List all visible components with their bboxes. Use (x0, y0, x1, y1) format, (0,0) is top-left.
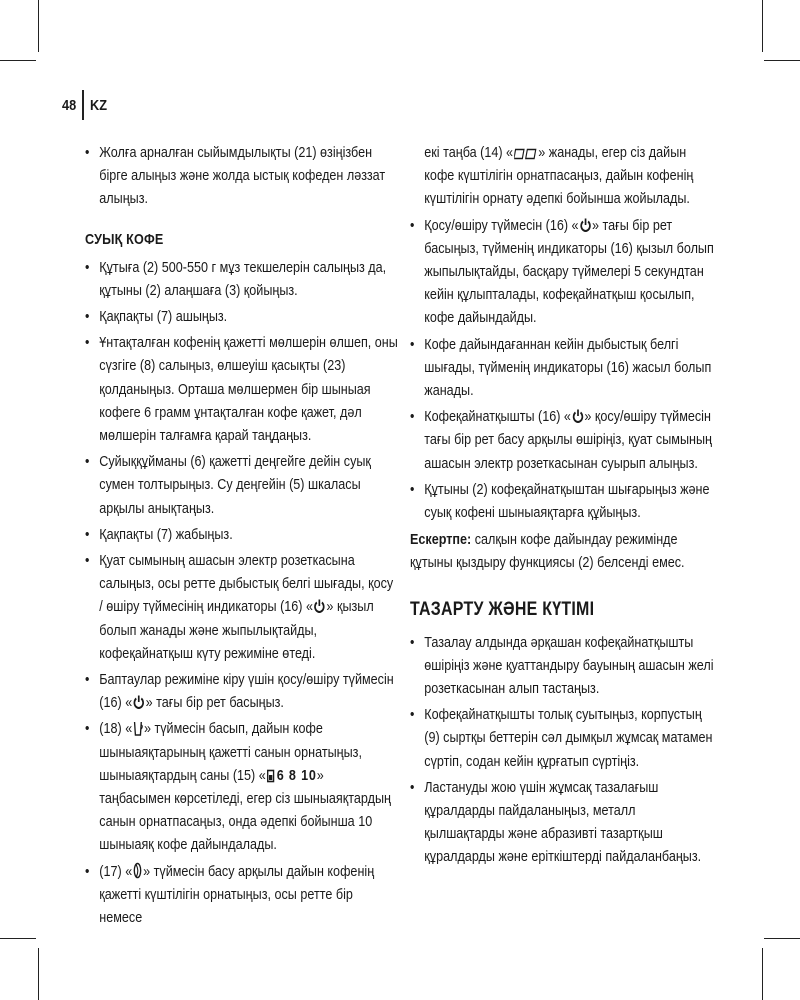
list-item: • Жолға арналған сыйымдылықты (21) өзіңізбен бірге алыңыз және жолда ыстық кофеден ләззат алыңыз. (85, 141, 398, 211)
crop-mark (764, 938, 800, 939)
list-item: • (18) « » түймесін басып, дайын кофе шыныаяқтарының қажетті санын орнатыңыз, шыныаяқтардың саны (15) « 6 8 10» таңбасымен көрсетіледі, егер сіз шыныаяқтардың санын орнатпасаңыз, онда әдепкі бойынша 10 шыныаяқ кофе дайындалады. (85, 717, 398, 856)
cold-coffee-heading: СУЫҚ КОФЕ (85, 230, 164, 248)
list-item: • Кофе дайындағаннан кейін дыбыстық белгі шығады, түйменің индикаторы (16) жасыл болып жанады. (410, 333, 716, 403)
power-icon (572, 409, 584, 424)
left-column (85, 141, 398, 932)
list-item: • Құтыға (2) 500-550 г мұз текшелерін салыңыз да, құтыны (2) алаңшаға (3) қойыңыз. (85, 256, 398, 302)
list-item: • (17) « » түймесін басу арқылы дайын кофенің қажетті күштілігін орнатыңыз, осы ретте бір немесе (85, 860, 398, 930)
list-item-continuation: екі таңба (14) « » жанады, егер сіз дайын кофе күштілігін орнатпасаңыз, дайын кофенің күштілігін орнату әдепкі бойынша жойылады. (424, 144, 694, 208)
cold-coffee-list-continued (410, 214, 716, 525)
page-header (62, 90, 110, 120)
power-icon (133, 695, 145, 710)
crop-mark (38, 0, 39, 52)
list-item: • Баптаулар режиміне кіру үшін қосу/өшіру түймесін (16) « » тағы бір рет басыңыз. (85, 668, 398, 714)
note-paragraph (410, 528, 716, 574)
list-item: • Қосу/өшіру түймесін (16) « » тағы бір рет басыңыз, түйменің индикаторы (16) қызыл болып жыпылықтайды, басқару түймелері 5 секундтан кейін құлыпталады, кофеқайнатқыш қосылып, кофе дайындайды. (410, 214, 716, 330)
cleaning-list (410, 631, 716, 869)
list-item: • Қақпақты (7) ашыңыз. (85, 305, 398, 328)
crop-mark (762, 0, 763, 52)
note-text: салқын кофе дайындау режимінде құтыны қыздыру функциясы (2) белсенді емес. (410, 531, 685, 572)
crop-mark (762, 948, 763, 1000)
strength-indicator-icon (514, 148, 538, 160)
power-icon (579, 218, 591, 233)
crop-mark (38, 948, 39, 1000)
cold-coffee-list (85, 256, 398, 930)
right-column (410, 141, 716, 872)
list-item: • Кофеқайнатқышты (16) « » қосу/өшіру түймесін тағы бір рет басу арқылы өшіріңіз, қуат сымының ашасын электр розеткасынан суырып алыңыз. (410, 405, 716, 475)
list-item: • Қақпақты (7) жабыңыз. (85, 523, 398, 546)
coffee-bean-icon (133, 862, 142, 879)
crop-mark (0, 60, 36, 61)
intro-list (85, 141, 398, 211)
page-number: 48 (62, 96, 77, 114)
note-label: Ескертпе: (410, 531, 472, 549)
list-item: • Кофеқайнатқышты толық суытыңыз, корпустың (9) сыртқы беттерін сәл дымқыл жұмсақ матамен сүртіп, содан кейін құрғатып сүртіңіз. (410, 703, 716, 773)
list-item: • Тазалау алдында әрқашан кофеқайнатқышты өшіріңіз және қуаттандыру бауының ашасын желі розеткасынан алып тастаңыз. (410, 631, 716, 701)
language-code: KZ (89, 96, 107, 114)
power-icon (314, 599, 326, 614)
cleaning-heading: ТАЗАРТУ ЖӘНЕ КҮТІМІ (410, 598, 595, 620)
cup-icon (267, 769, 276, 783)
list-item: • Құтыны (2) кофеқайнатқыштан шығарыңыз және суық кофені шыныаяқтарға құйыңыз. (410, 478, 716, 524)
crop-mark (764, 60, 800, 61)
crop-mark (0, 938, 36, 939)
cup-icon (133, 720, 143, 736)
list-item: • Қуат сымының ашасын электр розеткасына салыңыз, осы ретте дыбыстық белгі шығады, қосу / өшіру түймесінің индикаторы (16) « » қызыл болып жанады және жыпылықтайды, кофеқайнатқыш күту режиміне өтеді. (85, 549, 398, 665)
list-item: • Ұнтақталған кофенің қажетті мөлшерін өлшеп, оны сүзгіге (8) салыңыз, өлшеуіш қасықты (23) қолданыңыз. Орташа мөлшермен бір шыныая кофеге 6 грамм ұнтақталған кофе қажет, дәл мөлшерін талғамға қарай таңдаңыз. (85, 331, 398, 447)
header-divider (82, 90, 84, 120)
cups-count-values: 6 8 10 (276, 766, 317, 784)
list-item: • Ластануды жою үшін жұмсақ тазалағыш құралдарды пайдаланыңыз, металл қылшақтарды және абразивті тазартқыш құралдарды және еріткіштерді пайдаланбаңыз. (410, 776, 716, 869)
continuation-list (410, 141, 716, 211)
list-item: • Суйыққұйманы (6) қажетті деңгейге дейін суық сумен толтырыңыз. Су деңгейін (5) шкаласы арқылы анықтаңыз. (85, 450, 398, 520)
